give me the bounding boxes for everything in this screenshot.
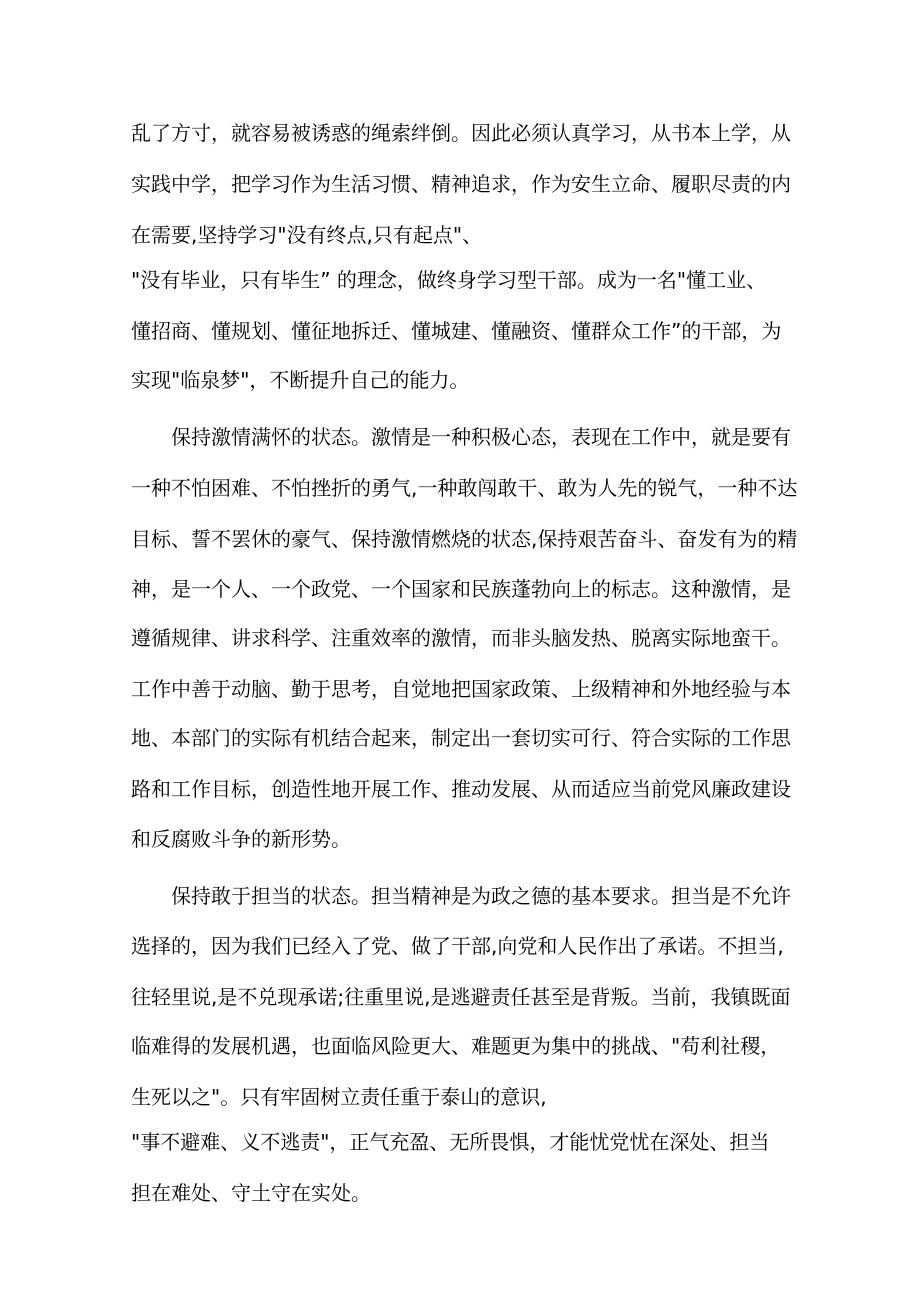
paragraph-3-line-3: 目标、誓不罢休的豪气、保持激情燃烧的状态,保持艰苦奋斗、奋发有为的精 (131, 527, 798, 551)
paragraph-3-line-2: 一种不怕困难、不怕挫折的勇气,一种敢闯敢干、敢为人先的锐气，一种不达 (131, 476, 798, 500)
paragraph-3-line-4: 神，是一个人、一个政党、一个国家和民族蓬勃向上的标志。这种激情，是 (131, 577, 791, 601)
paragraph-5-line-2: 担在难处、守土守在实处。 (131, 1181, 371, 1205)
paragraph-3-line-5: 遵循规律、讲求科学、注重效率的激情，而非头脑发热、脱离实际地蛮干。 (131, 626, 791, 650)
paragraph-4-line-2: 选择的，因为我们已经入了党、做了干部,向党和人民作出了承诺。不担当, (131, 934, 784, 958)
paragraph-3-line-7: 地、本部门的实际有机结合起来，制定出一套切实可行、符合实际的工作思 (131, 726, 791, 750)
paragraph-3-line-6: 工作中善于动脑、勤于思考，自觉地把国家政策、上级精神和外地经验与本 (131, 677, 791, 701)
paragraph-4-line-5: 生死以之"。只有牢固树立责任重于泰山的意识, (131, 1085, 547, 1109)
paragraph-4-line-3: 往轻里说,是不兑现承诺;往重里说,是逃避责任甚至是背叛。当前，我镇既面 (131, 985, 791, 1009)
paragraph-3-line-1: 保持激情满怀的状态。激情是一种积极心态，表现在工作中，就是要有 (171, 425, 791, 449)
paragraph-1-line-1: 乱了方寸，就容易被诱惑的绳索绊倒。因此必须认真学习，从书本上学，从 (131, 121, 791, 145)
paragraph-4-line-1: 保持敢于担当的状态。担当精神是为政之德的基本要求。担当是不允许 (171, 884, 791, 908)
paragraph-2-line-3: 实现"临泉梦"，不断提升自己的能力。 (131, 368, 470, 392)
paragraph-3-line-9: 和反腐败斗争的新形势。 (131, 827, 351, 851)
paragraph-2-line-2: 懂招商、懂规划、懂征地拆迁、懂城建、懂融资、懂群众工作”的干部，为 (131, 319, 782, 343)
paragraph-1-line-3: 在需要,坚持学习"没有终点,只有起点"、 (131, 223, 483, 247)
paragraph-2-line-1: "没有毕业，只有毕生” 的理念，做终身学习型干部。成为一名"懂工业、 (131, 268, 767, 292)
paragraph-3-line-8: 路和工作目标，创造性地开展工作、推动发展、从而适应当前党风廉政建设 (131, 777, 791, 801)
paragraph-1-line-2: 实践中学，把学习作为生活习惯、精神追求，作为安生立命、履职尽责的内 (131, 172, 791, 196)
paragraph-5-line-1: "事不避难、义不逃责"，正气充盈、无所畏惧，才能忧党忧在深处、担当 (131, 1130, 770, 1154)
paragraph-4-line-4: 临难得的发展机遇，也面临风险更大、难题更为集中的挑战、"苟利社稷， (131, 1034, 781, 1058)
